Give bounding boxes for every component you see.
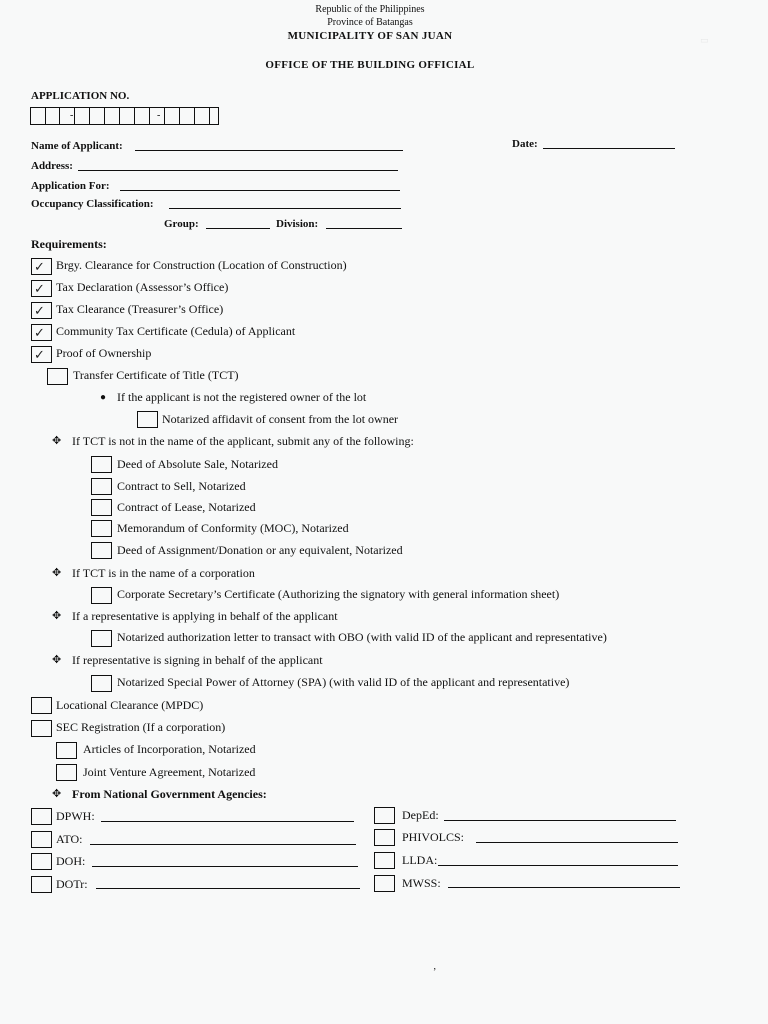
deped-field[interactable] [444, 820, 676, 821]
application-no-label: APPLICATION NO. [31, 90, 130, 102]
header-province: Province of Batangas [327, 17, 413, 28]
header-municipality: MUNICIPALITY OF SAN JUAN [287, 30, 453, 42]
app-no-box[interactable] [180, 107, 195, 125]
date-field[interactable] [543, 148, 675, 149]
tax-clearance-label: Tax Clearance (Treasurer’s Office) [56, 302, 224, 316]
app-no-box[interactable] [120, 107, 135, 125]
proof-of-ownership-label: Proof of Ownership [56, 346, 152, 360]
address-label: Address: [31, 160, 73, 172]
stray-mark: ʼ [433, 967, 437, 978]
check-mark-icon: ✓ [34, 347, 45, 362]
not-owner-label: If the applicant is not the registered owner of the lot [117, 390, 367, 404]
check-mark-icon: ✓ [34, 325, 45, 340]
tax-clearance-checkbox[interactable] [31, 302, 52, 319]
name-of-applicant-label: Name of Applicant: [31, 140, 123, 152]
diamond-bullet-icon: ✥ [52, 435, 62, 447]
spa-label: Notarized Special Power of Attorney (SPA) (with valid ID of the applicant and representative) [117, 675, 570, 689]
llda-label: LLDA: [402, 853, 438, 867]
bullet-icon: ● [100, 392, 107, 403]
app-no-dash: - [70, 110, 74, 121]
joint-venture-label: Joint Venture Agreement, Notarized [83, 765, 256, 779]
deped-label: DepEd: [402, 808, 439, 822]
phivolcs-label: PHIVOLCS: [402, 830, 465, 844]
doh-field[interactable] [92, 866, 358, 867]
dpwh-checkbox[interactable] [31, 808, 52, 825]
llda-checkbox[interactable] [374, 852, 395, 869]
contract-sell-checkbox[interactable] [91, 478, 112, 495]
app-no-box[interactable] [45, 107, 60, 125]
proof-of-ownership-checkbox[interactable] [31, 346, 52, 363]
spa-checkbox[interactable] [91, 675, 112, 692]
app-no-box[interactable] [165, 107, 180, 125]
diamond-bullet-icon: ✥ [52, 654, 62, 666]
doh-label: DOH: [56, 854, 86, 868]
mwss-checkbox[interactable] [374, 875, 395, 892]
doh-checkbox[interactable] [31, 853, 52, 870]
diamond-bullet-icon: ✥ [52, 610, 62, 622]
app-no-box[interactable] [195, 107, 210, 125]
requirements-heading: Requirements: [31, 237, 107, 251]
llda-field[interactable] [438, 865, 678, 866]
header-office: OFFICE OF THE BUILDING OFFICIAL [265, 59, 475, 71]
authorization-letter-label: Notarized authorization letter to transact with OBO (with valid ID of the applicant and representative) [117, 630, 607, 644]
mwss-label: MWSS: [402, 876, 441, 890]
deped-checkbox[interactable] [374, 807, 395, 824]
authorization-letter-checkbox[interactable] [91, 630, 112, 647]
occupancy-classification-field[interactable] [169, 208, 401, 209]
locational-clearance-checkbox[interactable] [31, 697, 52, 714]
app-no-box[interactable] [90, 107, 105, 125]
ato-label: ATO: [56, 832, 83, 846]
rep-signing-label: If representative is signing in behalf of the applicant [72, 653, 323, 667]
diamond-bullet-icon: ✥ [52, 788, 62, 800]
app-no-box[interactable] [210, 107, 219, 125]
corp-secretary-checkbox[interactable] [91, 587, 112, 604]
contract-lease-label: Contract of Lease, Notarized [117, 500, 256, 514]
brgy-clearance-checkbox[interactable] [31, 258, 52, 275]
diamond-bullet-icon: ✥ [52, 567, 62, 579]
mwss-field[interactable] [448, 887, 680, 888]
deed-assignment-label: Deed of Assignment/Donation or any equivalent, Notarized [117, 543, 403, 557]
cedula-label: Community Tax Certificate (Cedula) of Applicant [56, 324, 296, 338]
phivolcs-checkbox[interactable] [374, 829, 395, 846]
locational-clearance-label: Locational Clearance (MPDC) [56, 698, 204, 712]
header-republic: Republic of the Philippines [315, 4, 425, 15]
national-agencies-heading: From National Government Agencies: [72, 787, 267, 801]
check-mark-icon: ✓ [34, 259, 45, 274]
corp-secretary-label: Corporate Secretary’s Certificate (Authorizing the signatory with general information sheet) [117, 587, 560, 601]
ato-checkbox[interactable] [31, 831, 52, 848]
check-mark-icon: ✓ [34, 281, 45, 296]
brgy-clearance-label: Brgy. Clearance for Construction (Location of Construction) [56, 258, 347, 272]
sec-registration-checkbox[interactable] [31, 720, 52, 737]
dpwh-label: DPWH: [56, 809, 95, 823]
tct-not-name-label: If TCT is not in the name of the applicant, submit any of the following: [72, 434, 414, 448]
dotr-label: DOTr: [56, 877, 88, 891]
sec-registration-label: SEC Registration (If a corporation) [56, 720, 226, 734]
dpwh-field[interactable] [101, 821, 354, 822]
contract-lease-checkbox[interactable] [91, 499, 112, 516]
application-for-label: Application For: [31, 180, 110, 192]
app-no-box[interactable] [30, 107, 46, 125]
ato-field[interactable] [90, 844, 356, 845]
joint-venture-checkbox[interactable] [56, 764, 77, 781]
division-field[interactable] [326, 228, 402, 229]
affidavit-label: Notarized affidavit of consent from the lot owner [162, 412, 399, 426]
articles-label: Articles of Incorporation, Notarized [83, 742, 256, 756]
moc-label: Memorandum of Conformity (MOC), Notarized [117, 521, 349, 535]
app-no-dash: - [157, 110, 161, 121]
name-of-applicant-field[interactable] [135, 150, 403, 151]
dotr-checkbox[interactable] [31, 876, 52, 893]
tax-declaration-label: Tax Declaration (Assessor’s Office) [56, 280, 229, 294]
tct-label: Transfer Certificate of Title (TCT) [73, 368, 239, 382]
deed-assignment-checkbox[interactable] [91, 542, 112, 559]
moc-checkbox[interactable] [91, 520, 112, 537]
group-field[interactable] [206, 228, 270, 229]
tct-checkbox[interactable] [47, 368, 68, 385]
dotr-field[interactable] [96, 888, 360, 889]
contract-sell-label: Contract to Sell, Notarized [117, 479, 246, 493]
app-no-box[interactable] [135, 107, 150, 125]
app-no-box[interactable] [75, 107, 90, 125]
date-label: Date: [512, 138, 538, 150]
division-label: Division: [276, 218, 319, 230]
show-through-mark: ▭ [700, 35, 709, 45]
cedula-checkbox[interactable] [31, 324, 52, 341]
occupancy-classification-label: Occupancy Classification: [31, 198, 154, 210]
deed-sale-checkbox[interactable] [91, 456, 112, 473]
address-field[interactable] [78, 170, 398, 171]
tax-declaration-checkbox[interactable] [31, 280, 52, 297]
check-mark-icon: ✓ [34, 303, 45, 318]
application-for-field[interactable] [120, 190, 400, 191]
articles-checkbox[interactable] [56, 742, 77, 759]
affidavit-checkbox[interactable] [137, 411, 158, 428]
group-label: Group: [164, 218, 199, 230]
app-no-box[interactable] [105, 107, 120, 125]
phivolcs-field[interactable] [476, 842, 678, 843]
deed-sale-label: Deed of Absolute Sale, Notarized [117, 457, 278, 471]
tct-corp-label: If TCT is in the name of a corporation [72, 566, 255, 580]
rep-applying-label: If a representative is applying in behalf of the applicant [72, 609, 338, 623]
